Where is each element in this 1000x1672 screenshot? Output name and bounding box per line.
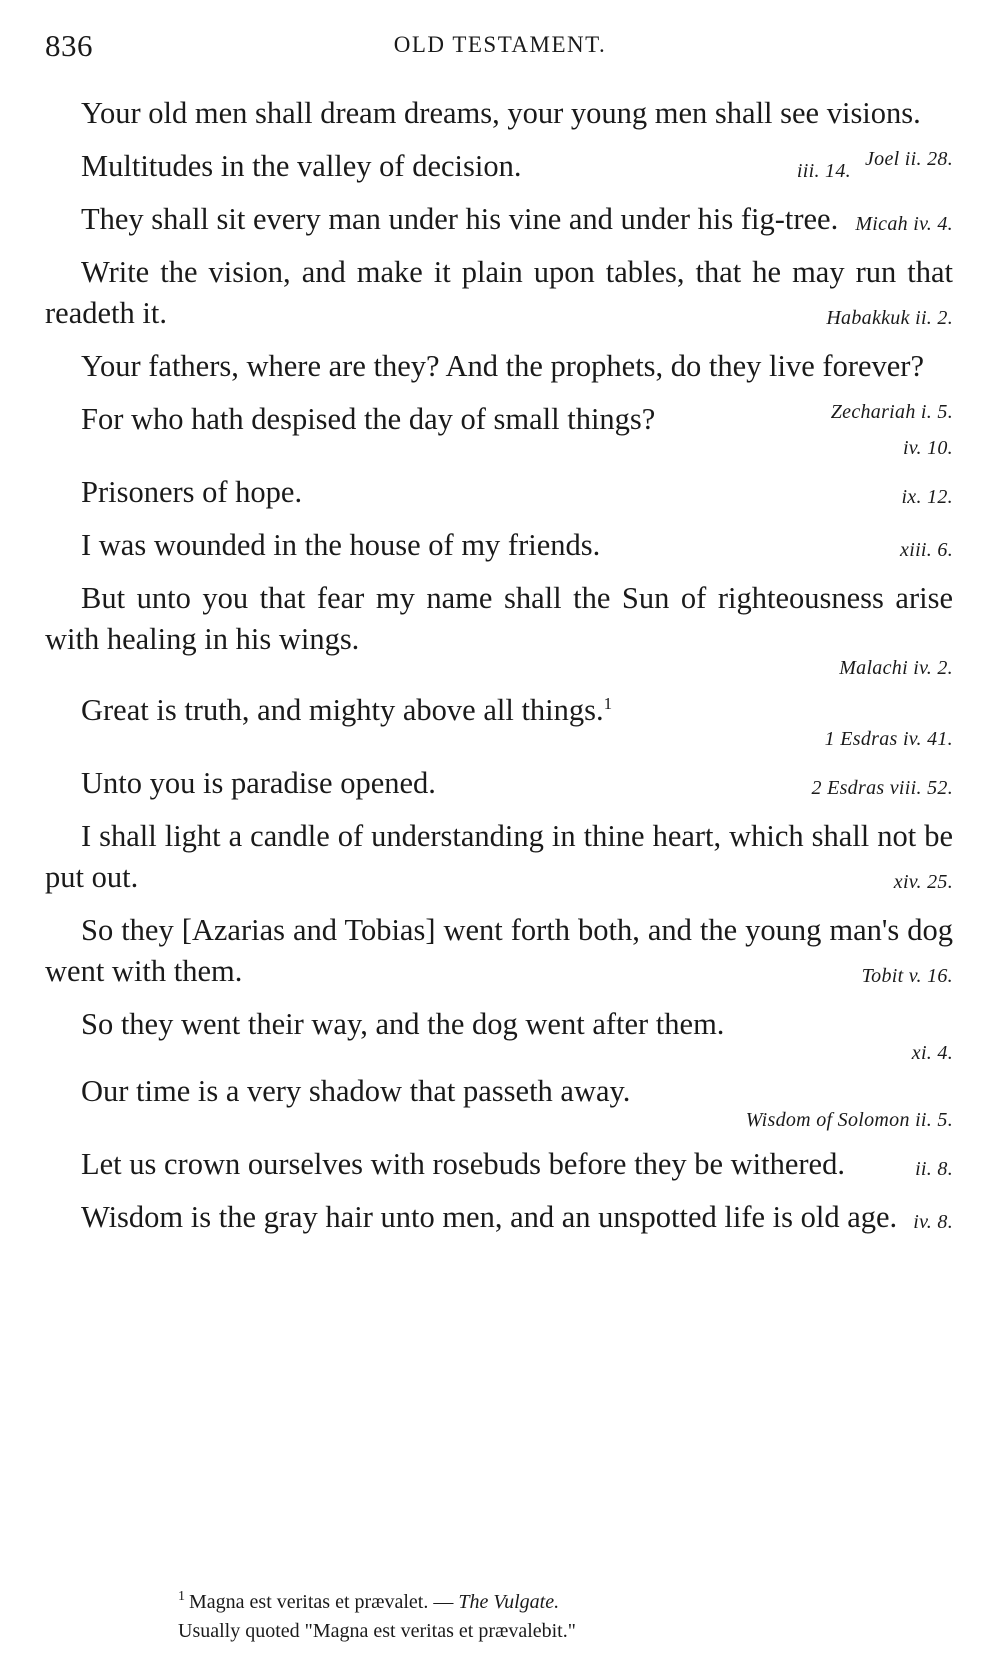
quotation-citation: iv. 8.	[913, 1211, 953, 1233]
footnote-line-1	[178, 1588, 878, 1617]
quotation-text: Let us crown ourselves with rosebuds before they be withered.	[81, 1147, 845, 1181]
footnote	[178, 1588, 878, 1646]
quotation-text: They shall sit every man under his vine and under his fig-tree.	[81, 202, 839, 236]
quotation-citation: ii. 8.	[915, 1158, 953, 1180]
quotation-entry	[45, 199, 953, 240]
quotation-citation: Wisdom of Solomon ii. 5.	[745, 1109, 953, 1131]
footnote-source: The Vulgate.	[458, 1591, 560, 1613]
quotation-text: Your fathers, where are they? And the prophets, do they live forever?	[81, 349, 924, 383]
quotation-text: Wisdom is the gray hair unto men, and an unspotted life is old age.	[81, 1200, 898, 1234]
quotation-entry	[45, 1004, 953, 1065]
quotation-citation: xiv. 25.	[893, 871, 953, 893]
quotation-text: For who hath despised the day of small things?	[81, 402, 656, 436]
quotation-text: So they [Azarias and Tobias] went forth both, and the young man's dog went with them.	[45, 913, 953, 988]
quotation-citation: Zechariah i. 5.	[830, 401, 953, 423]
quotation-text: So they went their way, and the dog went after them.	[81, 1007, 725, 1041]
quotation-entry	[45, 472, 953, 513]
quotation-citation: xiii. 6.	[900, 539, 953, 561]
footnote-reference: 1	[603, 693, 613, 713]
quotation-entry	[45, 910, 953, 992]
quotation-entry	[45, 1197, 953, 1238]
quotation-text: Great is truth, and mighty above all things.	[81, 693, 604, 727]
quotation-citation: ix. 12.	[901, 486, 953, 508]
quotation-citation: 2 Esdras viii. 52.	[811, 777, 953, 799]
quotation-entry	[45, 252, 953, 334]
quotation-entry	[45, 763, 953, 804]
quotation-list	[45, 93, 953, 1243]
quotation-citation: 1 Esdras iv. 41.	[824, 728, 953, 750]
footnote-text: Magna est veritas et prævalet. —	[189, 1591, 459, 1613]
quotation-entry	[45, 146, 953, 187]
quotation-citation: Joel ii. 28.	[864, 148, 953, 170]
quotation-entry	[45, 1144, 953, 1185]
running-title: OLD TESTAMENT.	[393, 32, 607, 57]
quotation-citation: Micah iv. 4.	[855, 213, 953, 235]
quotation-citation: xi. 4.	[911, 1042, 953, 1064]
quotation-text: Write the vision, and make it plain upon tables, that he may run that readeth it.	[45, 255, 953, 330]
quotation-entry	[45, 578, 953, 680]
quotation-citation: Tobit v. 16.	[861, 965, 953, 987]
quotation-entry	[45, 816, 953, 898]
quotation-entry	[45, 1071, 953, 1132]
quotation-entry	[45, 399, 953, 460]
page-number: 836	[45, 28, 93, 63]
quotation-citation: iii. 14.	[796, 160, 851, 182]
quotation-text: Multitudes in the valley of decision.	[81, 149, 522, 183]
footnote-marker: 1	[178, 1589, 185, 1605]
quotation-text: Your old men shall dream dreams, your young men shall see visions.	[81, 96, 921, 130]
quotation-text: Our time is a very shadow that passeth away.	[81, 1074, 631, 1108]
quotation-entry	[45, 525, 953, 566]
quotation-text: Prisoners of hope.	[81, 475, 303, 509]
footnote-line-2: Usually quoted "Magna est veritas et prævalebit."	[178, 1620, 576, 1642]
quotation-citation: iv. 10.	[902, 437, 953, 459]
quotation-text: Unto you is paradise opened.	[81, 766, 436, 800]
quotation-text: I was wounded in the house of my friends.	[81, 528, 601, 562]
page-header	[45, 28, 955, 68]
quotation-citation: Habakkuk ii. 2.	[826, 307, 953, 329]
quotation-text: But unto you that fear my name shall the Sun of righteousness arise with healing in his wings.	[45, 581, 953, 656]
quotation-entry	[45, 690, 953, 751]
quotation-text: I shall light a candle of understanding in thine heart, which shall not be put out.	[45, 819, 953, 894]
quotation-citation: Malachi iv. 2.	[839, 657, 953, 679]
